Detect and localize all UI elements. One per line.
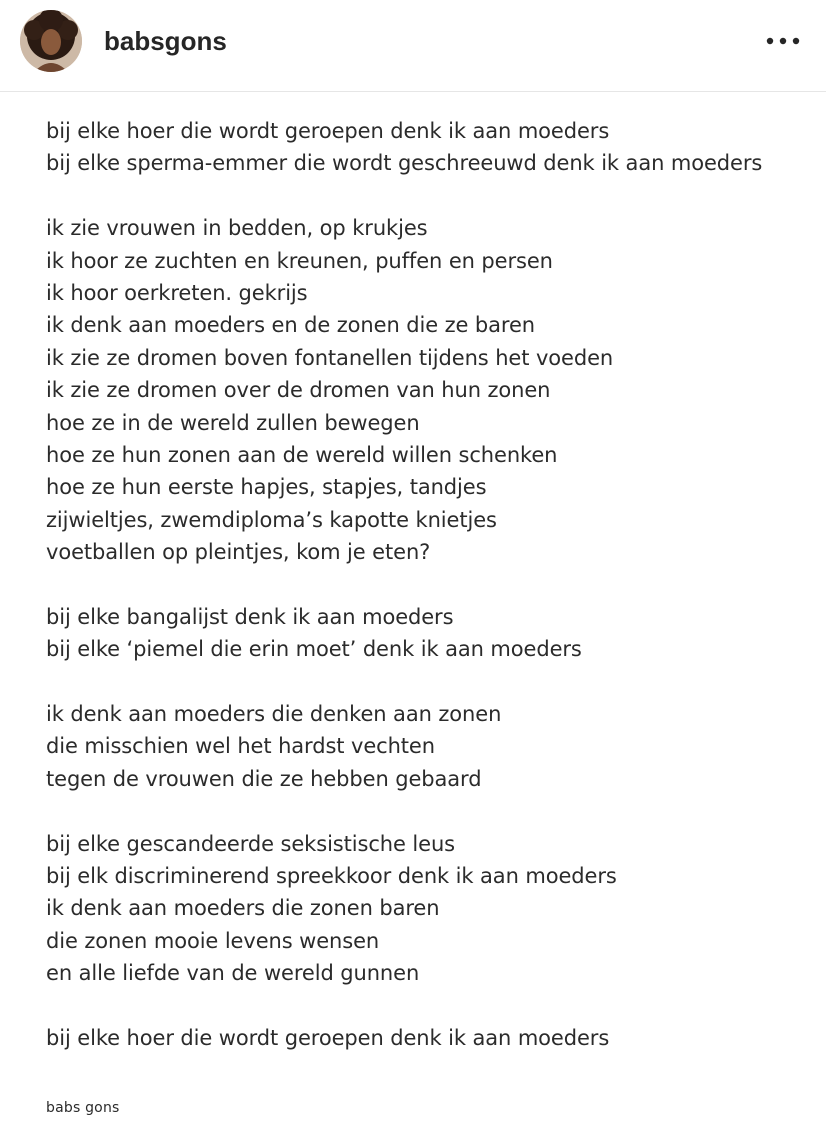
poem-line: ik hoor ze zuchten en kreunen, puffen en persen — [46, 248, 553, 273]
avatar[interactable] — [20, 10, 82, 72]
more-options-button[interactable] — [760, 20, 806, 62]
poem-line: zijwieltjes, zwemdiploma’s kapotte knietjes — [46, 507, 497, 532]
stanza-gap — [46, 795, 816, 827]
poem-line: ik zie ze dromen boven fontanellen tijdens het voeden — [46, 345, 614, 370]
poem-line: ik hoor oerkreten. gekrijs — [46, 280, 308, 305]
poem-line: hoe ze in de wereld zullen bewegen — [46, 410, 420, 435]
signature: babs gons — [46, 1100, 120, 1116]
stanza-gap — [46, 568, 816, 600]
poem-line: ik denk aan moeders die zonen baren — [46, 896, 440, 921]
poem-line: bij elke sperma-emmer die wordt geschreeuwd denk ik aan moeders — [46, 151, 763, 176]
poem-line: bij elke hoer die wordt geroepen denk ik aan moeders — [46, 119, 610, 143]
poem-line: voetballen op pleintjes, kom je eten? — [46, 540, 431, 565]
poem-line: bij elk discriminerend spreekkoor denk ik aan moeders — [46, 863, 617, 888]
stanza-gap — [46, 666, 816, 698]
stanza-gap — [46, 180, 816, 212]
poem-line: ik zie ze dromen over de dromen van hun zonen — [46, 378, 551, 403]
poem-line: hoe ze hun zonen aan de wereld willen schenken — [46, 442, 558, 467]
poem-line: bij elke hoer die wordt geroepen denk ik aan moeders — [46, 1025, 610, 1050]
poem-line: en alle liefde van de wereld gunnen — [46, 961, 420, 986]
poem-line: hoe ze hun eerste hapjes, stapjes, tandjes — [46, 475, 487, 500]
poem-line: ik denk aan moeders die denken aan zonen — [46, 702, 502, 727]
profile-photo-icon — [20, 10, 82, 72]
poem-text — [46, 115, 816, 1054]
post-header — [0, 0, 826, 92]
stanza-gap — [46, 990, 816, 1022]
poem-line: ik zie vrouwen in bedden, op krukjes — [46, 216, 428, 241]
more-options-icon — [760, 20, 806, 62]
poem-line: bij elke gescandeerde seksistische leus — [46, 831, 456, 856]
username[interactable]: babsgons — [104, 26, 227, 56]
poem-line: die misschien wel het hardst vechten — [46, 734, 435, 759]
poem-line: ik denk aan moeders en de zonen die ze baren — [46, 313, 536, 338]
poem-line: tegen de vrouwen die ze hebben gebaard — [46, 766, 482, 791]
poem-line: die zonen mooie levens wensen — [46, 928, 380, 953]
poem-line: bij elke bangalijst denk ik aan moeders — [46, 604, 454, 629]
poem-line: bij elke ‘piemel die erin moet’ denk ik aan moeders — [46, 637, 582, 662]
